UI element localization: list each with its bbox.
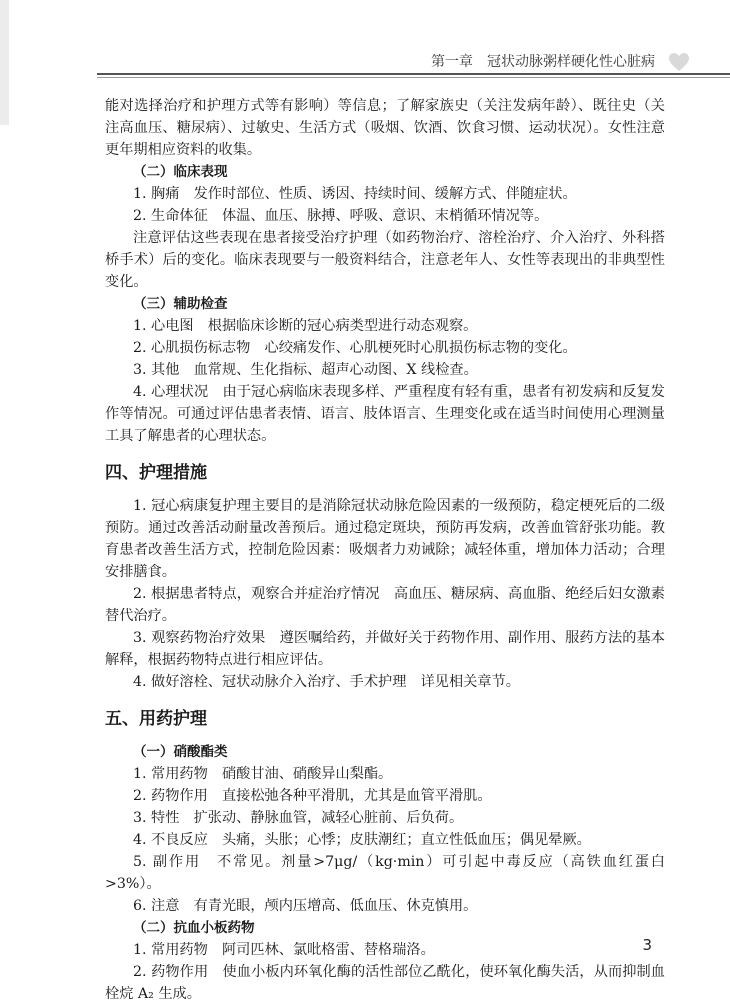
paragraph: 2. 生命体征 体温、血压、脉搏、呼吸、意识、末梢循环情况等。 — [133, 208, 549, 224]
header-rule-thin — [97, 77, 730, 78]
paragraph: 2. 药物作用 使血小板内环氧化酶的活性部位乙酰化，使环氧化酶失活，从而抑制血栓烷 A₂ 生成。 — [105, 964, 665, 1002]
paragraph: 1. 常用药物 硝酸甘油、硝酸异山梨酯。 — [133, 766, 393, 782]
paragraph: 4. 心理状况 由于冠心病临床表现多样、严重程度有轻有重，患者有初发病和反复发作等情况。可通过评估患者表情、语言、肢体语言、生理变化或在适当时间使用心理测量工具了解患者的心理状态。 — [105, 384, 665, 444]
paragraph: 4. 不良反应 头痛，头胀；心悸；皮肤潮红；直立性低血压；偶见晕厥。 — [133, 832, 591, 848]
paragraph: 1. 心电图 根据临床诊断的冠心病类型进行动态观察。 — [133, 318, 478, 334]
subsection-heading: （二）临床表现 — [133, 164, 228, 180]
subsection-heading: （三）辅助检查 — [133, 296, 228, 312]
chapter-title: 第一章 冠状动脉粥样硬化性心脏病 — [431, 54, 655, 70]
page-number: 3 — [642, 936, 652, 954]
paragraph: 2. 心肌损伤标志物 心绞痛发作、心肌梗死时心肌损伤标志物的变化。 — [133, 340, 577, 356]
paragraph: 1. 常用药物 阿司匹林、氯吡格雷、替格瑞洛。 — [133, 942, 435, 958]
paragraph: 1. 冠心病康复护理主要目的是消除冠状动脉危险因素的一级预防，稳定梗死后的二级预防。通过改善活动耐量改善预后。通过稳定斑块，预防再发病，改善血管舒张功能。教育患者改善生活方式，控制危险因素：吸烟者力劝诫除；减轻体重，增加体力活动；合理安排膳食。 — [105, 498, 665, 580]
paragraph: 2. 药物作用 直接松弛各种平滑肌，尤其是血管平滑肌。 — [133, 788, 492, 804]
paragraph: 3. 观察药物治疗效果 遵医嘱给药，并做好关于药物作用、副作用、服药方法的基本解释，根据药物特点进行相应评估。 — [105, 630, 665, 668]
paragraph: 1. 胸痛 发作时部位、性质、诱因、持续时间、缓解方式、伴随症状。 — [133, 186, 577, 202]
page-body — [105, 95, 665, 1005]
paragraph: 3. 其他 血常规、生化指标、超声心动图、X 线检查。 — [133, 362, 478, 378]
paragraph: 3. 特性 扩张动、静脉血管，减轻心脏前、后负荷。 — [133, 810, 464, 826]
paragraph: 4. 做好溶栓、冠状动脉介入治疗、手术护理 详见相关章节。 — [133, 674, 520, 690]
subsection-heading: （一）硝酸酯类 — [133, 744, 228, 760]
section-heading: 五、用药护理 — [105, 709, 207, 729]
subsection-heading: （二）抗血小板药物 — [133, 920, 255, 936]
paragraph: 注意评估这些表现在患者接受治疗护理（如药物治疗、溶栓治疗、介入治疗、外科搭桥手术）后的变化。临床表现要与一般资料结合，注意老年人、女性等表现出的非典型性变化。 — [105, 230, 665, 290]
paragraph: 5. 副作用 不常见。剂量>7μg/（kg·min）可引起中毒反应（高铁血红蛋白>3%）。 — [105, 854, 665, 892]
section-heading: 四、护理措施 — [105, 463, 207, 483]
header-rule — [97, 73, 730, 75]
running-header — [0, 0, 730, 80]
paragraph: 2. 根据患者特点，观察合并症治疗情况 高血压、糖尿病、高血脂、绝经后妇女激素替代治疗。 — [105, 586, 665, 624]
paragraph: 6. 注意 有青光眼，颅内压增高、低血压、休克慎用。 — [133, 898, 478, 914]
heart-icon — [668, 52, 690, 72]
paragraph: 能对选择治疗和护理方式等有影响）等信息；了解家族史（关注发病年龄）、既往史（关注高血压、糖尿病）、过敏史、生活方式（吸烟、饮酒、饮食习惯、运动状况）。女性注意更年期相应资料的收集。 — [105, 98, 665, 158]
